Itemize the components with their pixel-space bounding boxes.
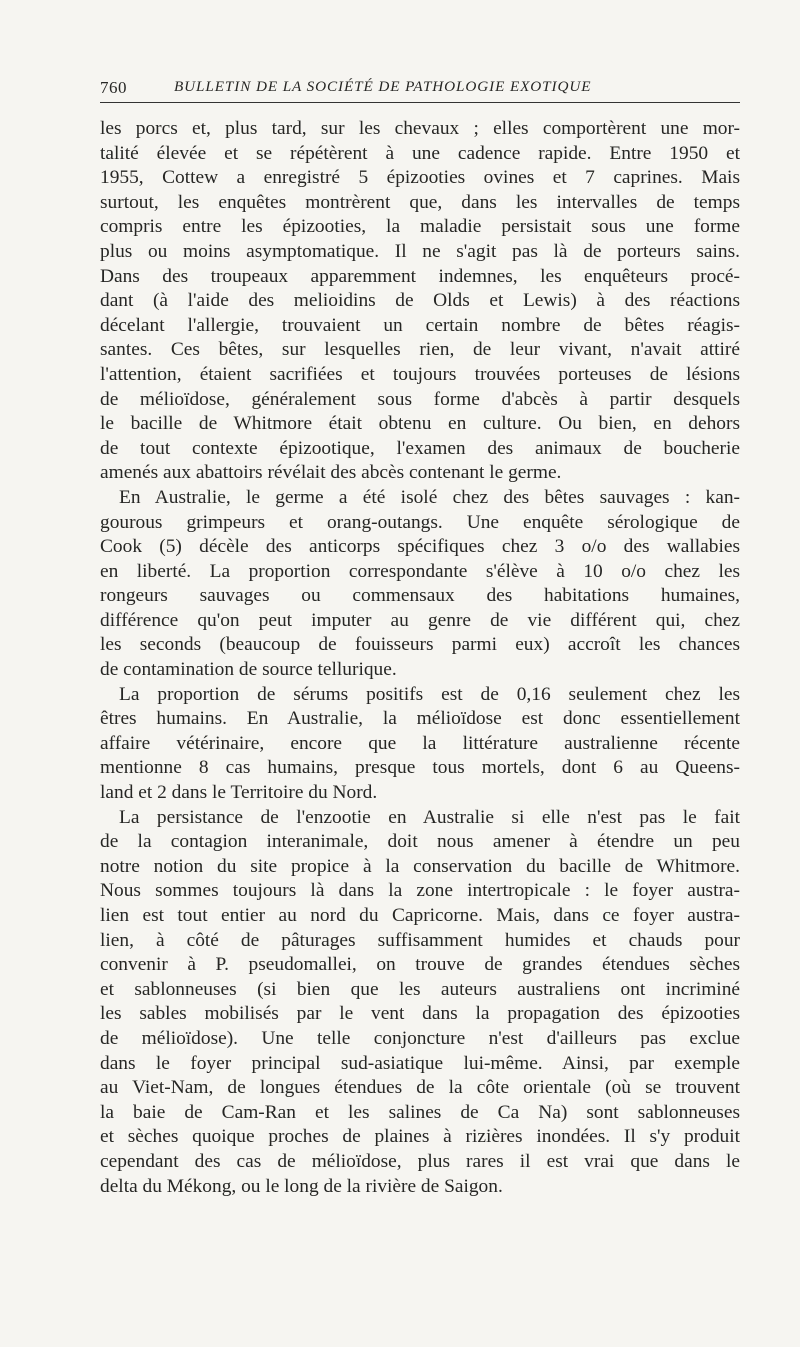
text-line: talité élevée et se répétèrent à une cadence rapide. Entre 1950 et — [100, 142, 740, 164]
text-line: de contamination de source tellurique. — [100, 659, 397, 681]
body-text — [100, 117, 740, 1199]
page-number: 760 — [100, 78, 127, 97]
text-line: En Australie, le germe a été isolé chez des bêtes sauvages : kan- — [119, 486, 740, 508]
text-line: lien, à côté de pâturages suffisamment humides et chauds pour — [100, 929, 740, 951]
text-line: de mélioïdose). Une telle conjoncture n'est d'ailleurs pas exclue — [100, 1027, 740, 1049]
text-line: la baie de Cam-Ran et les salines de Ca Na) sont sablonneuses — [100, 1101, 740, 1123]
text-line: êtres humains. En Australie, la mélioïdose est donc essentiellement — [100, 708, 740, 730]
text-line: en liberté. La proportion correspondante s'élève à 10 o/o chez les — [100, 560, 740, 582]
text-line: notre notion du site propice à la conservation du bacille de Whitmore. — [100, 855, 740, 877]
text-line: convenir à P. pseudomallei, on trouve de grandes étendues sèches — [100, 954, 740, 976]
text-line: gourous grimpeurs et orang-outangs. Une enquête sérologique de — [100, 511, 740, 533]
text-line: La proportion de sérums positifs est de 0,16 seulement chez les — [119, 683, 740, 705]
text-line: au Viet-Nam, de longues étendues de la côte orientale (où se trouvent — [100, 1077, 740, 1099]
text-line: dant (à l'aide des melioidins de Olds et Lewis) à des réactions — [100, 290, 740, 312]
text-line: de la contagion interanimale, doit nous amener à étendre un peu — [100, 831, 740, 853]
text-line: de tout contexte épizootique, l'examen des animaux de boucherie — [100, 437, 740, 459]
text-line: les sables mobilisés par le vent dans la propagation des épizooties — [100, 1003, 740, 1025]
text-line: différence qu'on peut imputer au genre de vie différent qui, chez — [100, 609, 740, 631]
text-line: La persistance de l'enzootie en Australie si elle n'est pas le fait — [119, 806, 740, 828]
text-line: 1955, Cottew a enregistré 5 épizooties ovines et 7 caprines. Mais — [100, 167, 740, 189]
text-line: rongeurs sauvages ou commensaux des habitations humaines, — [100, 585, 740, 607]
text-line: Dans des troupeaux apparemment indemnes, les enquêteurs procé- — [100, 265, 740, 287]
text-line: de mélioïdose, généralement sous forme d'abcès à partir desquels — [100, 388, 740, 410]
text-line: land et 2 dans le Territoire du Nord. — [100, 782, 378, 804]
text-line: l'attention, étaient sacrifiées et toujours trouvées porteuses de lésions — [100, 363, 740, 385]
text-line: Nous sommes toujours là dans la zone intertropicale : le foyer austra- — [100, 880, 740, 902]
text-line: santes. Ces bêtes, sur lesquelles rien, de leur vivant, n'avait attiré — [100, 339, 740, 361]
text-line: affaire vétérinaire, encore que la littérature australienne récente — [100, 732, 740, 754]
running-header — [100, 72, 740, 103]
text-line: dans le foyer principal sud-asiatique lui-même. Ainsi, par exemple — [100, 1052, 740, 1074]
text-line: Cook (5) décèle des anticorps spécifiques chez 3 o/o des wallabies — [100, 536, 740, 558]
journal-title: BULLETIN DE LA SOCIÉTÉ DE PATHOLOGIE EXOTIQUE — [174, 78, 592, 95]
text-line: amenés aux abattoirs révélait des abcès contenant le germe. — [100, 462, 562, 484]
text-line: plus ou moins asymptomatique. Il ne s'agit pas là de porteurs sains. — [100, 240, 740, 262]
text-line: lien est tout entier au nord du Capricorne. Mais, dans ce foyer austra- — [100, 905, 740, 926]
text-line: le bacille de Whitmore était obtenu en culture. Ou bien, en dehors — [100, 413, 740, 435]
text-line: cependant des cas de mélioïdose, plus rares il est vrai que dans le — [100, 1150, 740, 1172]
text-line: les seconds (beaucoup de fouisseurs parmi eux) accroît les chances — [100, 634, 740, 656]
text-line: compris entre les épizooties, la maladie persistait sous une forme — [100, 216, 740, 238]
text-line: delta du Mékong, ou le long de la rivière de Saigon. — [100, 1175, 503, 1197]
text-line: et sèches quoique proches de plaines à rizières inondées. Il s'y produit — [100, 1126, 740, 1148]
text-line: et sablonneuses (si bien que les auteurs australiens ont incriminé — [100, 978, 740, 1000]
text-line: surtout, les enquêtes montrèrent que, dans les intervalles de temps — [100, 191, 740, 213]
text-line: décelant l'allergie, trouvaient un certain nombre de bêtes réagis- — [100, 314, 740, 336]
text-line: les porcs et, plus tard, sur les chevaux ; elles comportèrent une mor- — [100, 118, 740, 139]
text-line: mentionne 8 cas humains, presque tous mortels, dont 6 au Queens- — [100, 757, 740, 779]
